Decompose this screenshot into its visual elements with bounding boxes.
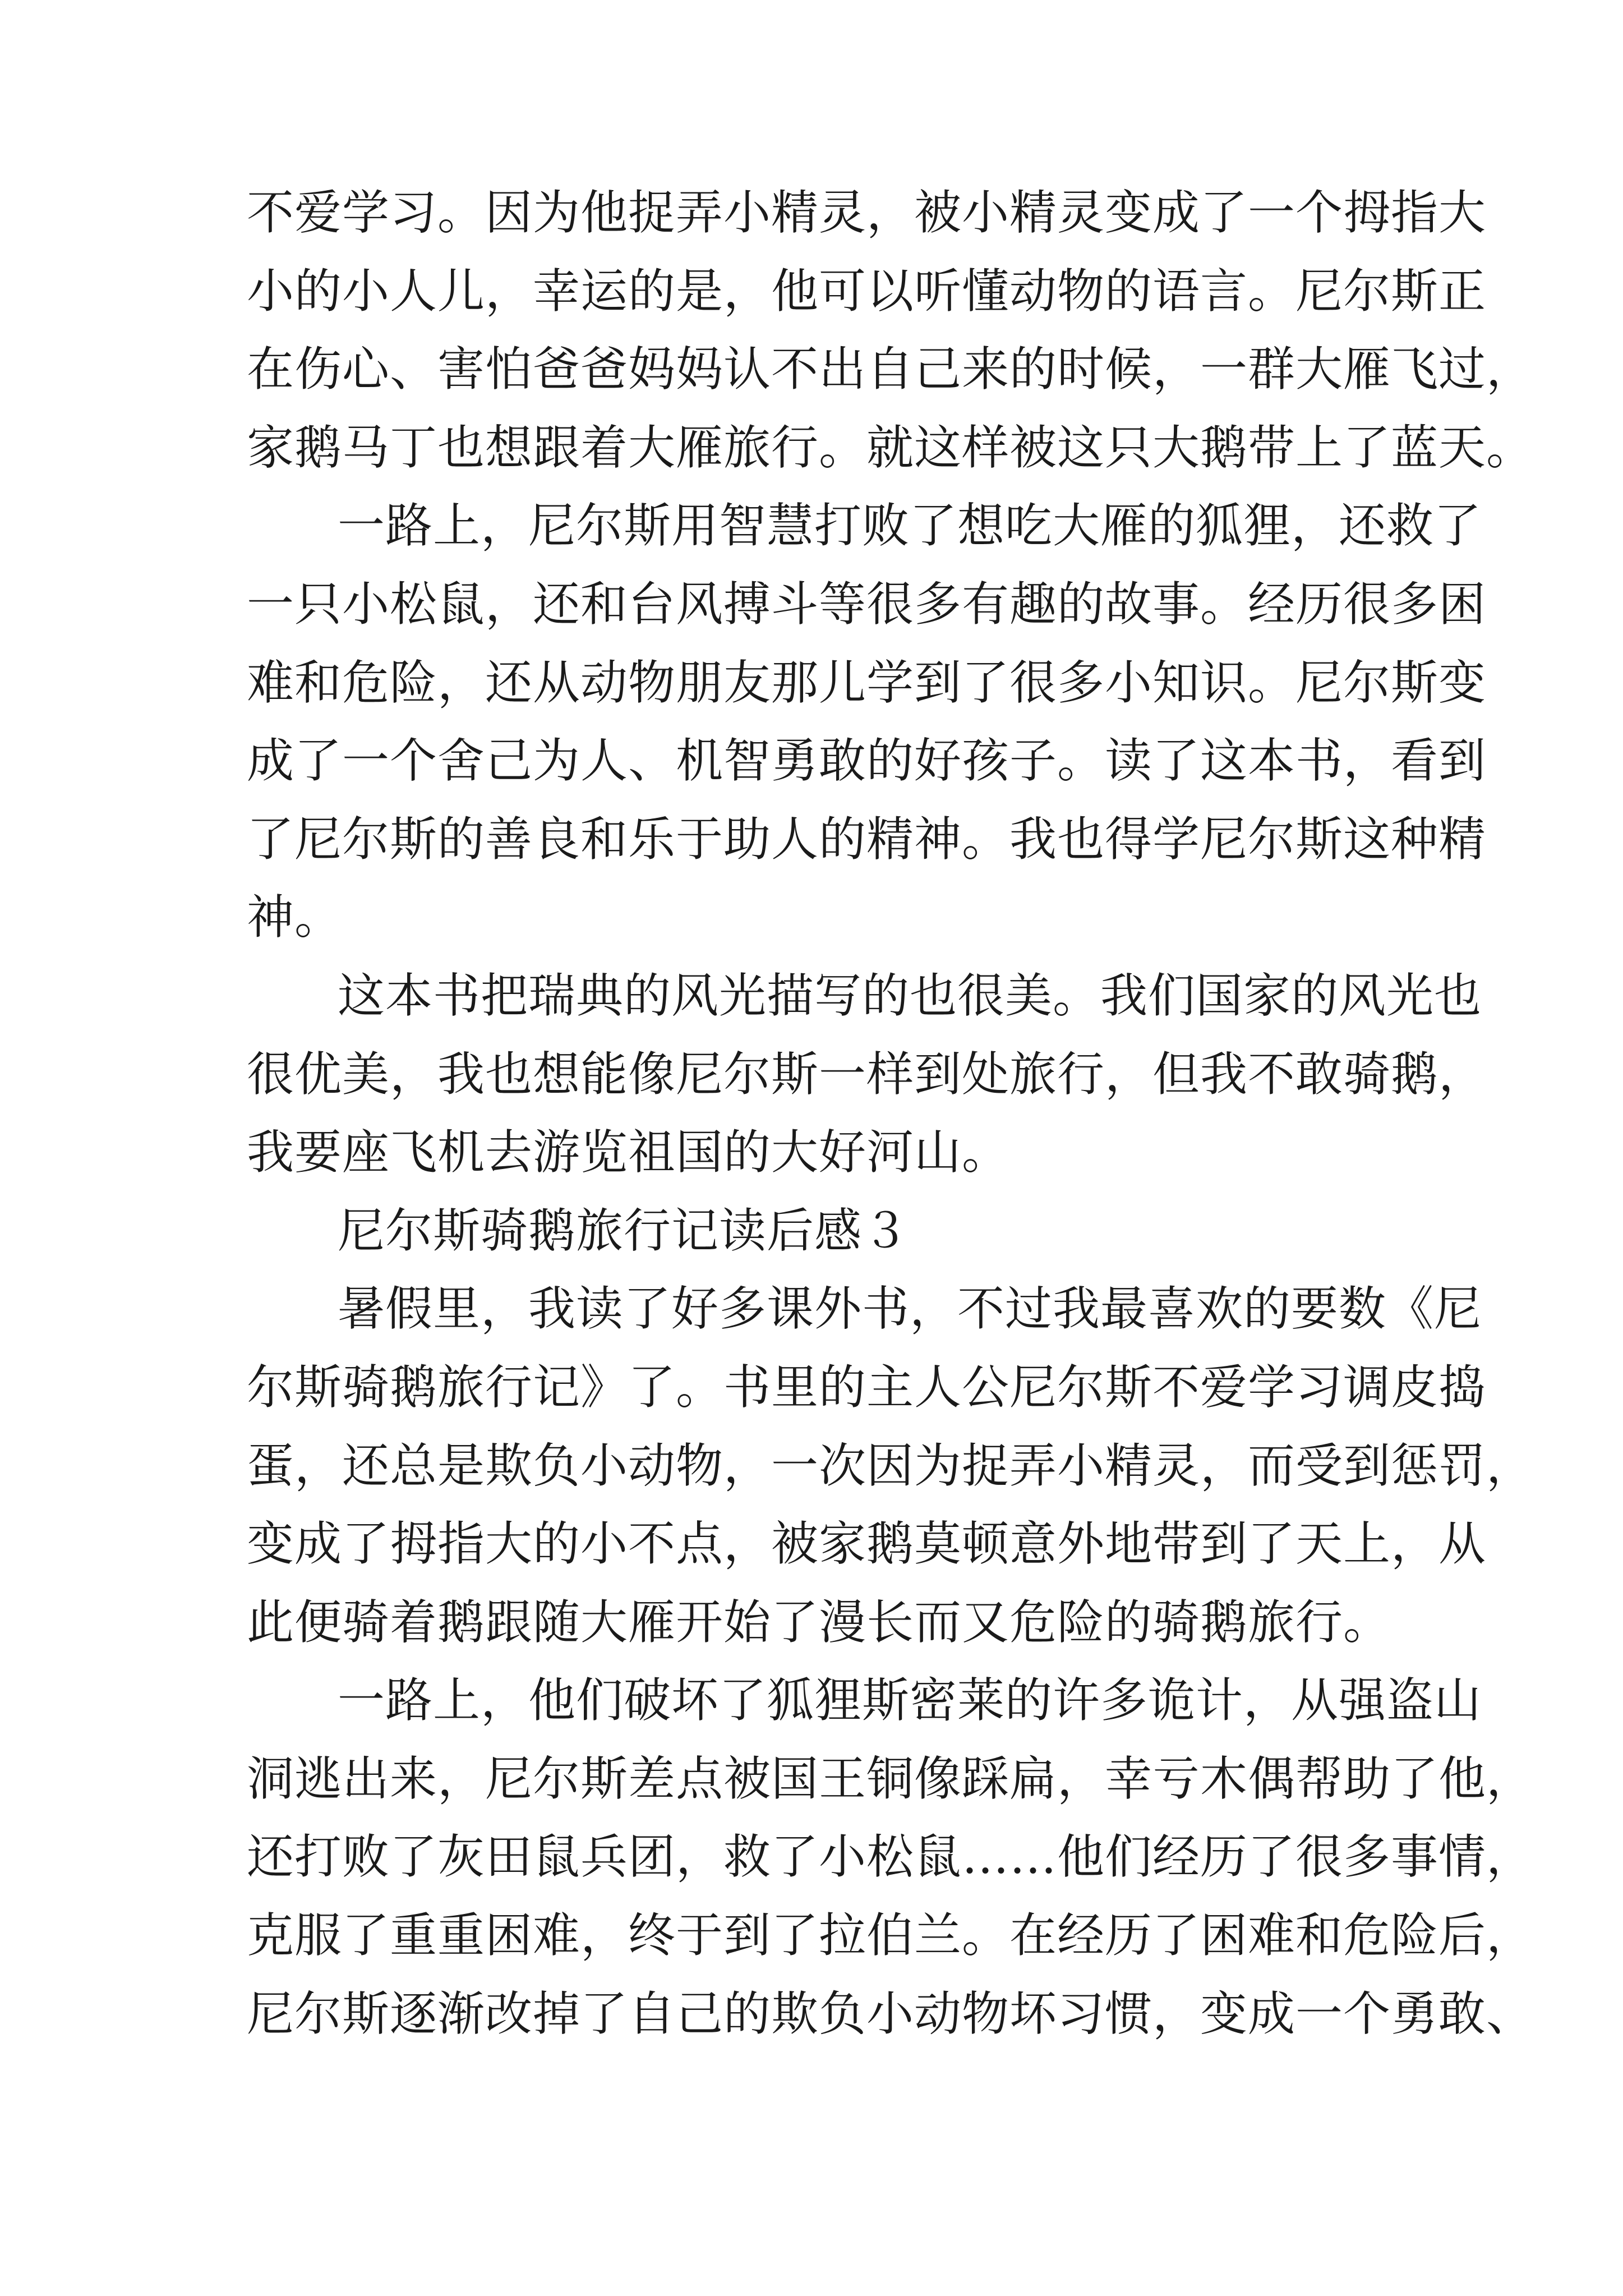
text-line: 小的小人儿，幸运的是，他可以听懂动物的语言。尼尔斯正	[247, 263, 1487, 319]
text-line: 了尼尔斯的善良和乐于助人的精神。我也得学尼尔斯这种精	[247, 811, 1487, 867]
text-line: 此便骑着鹅跟随大雁开始了漫长而又危险的骑鹅旅行。	[247, 1594, 1391, 1650]
text-line: 成了一个舍己为人、机智勇敢的好孩子。读了这本书，看到	[247, 733, 1487, 789]
paragraph-first-line: 这本书把瑞典的风光描写的也很美。我们国家的风光也	[338, 968, 1482, 1023]
paragraph-first-line: 暑假里，我读了好多课外书，不过我最喜欢的要数《尼	[338, 1281, 1482, 1337]
body-text	[247, 174, 1534, 2053]
section-heading: 尼尔斯骑鹅旅行记读后感３	[338, 1203, 910, 1258]
text-line: 尔斯骑鹅旅行记》了。书里的主人公尼尔斯不爱学习调皮捣	[247, 1359, 1487, 1415]
text-line: 克服了重重困难，终于到了拉伯兰。在经历了困难和危险后，	[247, 1908, 1534, 1963]
text-line: 还打败了灰田鼠兵团，救了小松鼠……他们经历了很多事情，	[247, 1829, 1534, 1885]
text-line: 在伤心、害怕爸爸妈妈认不出自己来的时候，一群大雁飞过，	[247, 342, 1534, 397]
paragraph-first-line: 一路上，尼尔斯用智慧打败了想吃大雁的狐狸，还救了	[338, 498, 1482, 554]
text-line: 很优美，我也想能像尼尔斯一样到处旅行，但我不敢骑鹅，	[247, 1046, 1487, 1102]
text-line: 家鹅马丁也想跟着大雁旅行。就这样被这只大鹅带上了蓝天。	[247, 420, 1534, 475]
paragraph-first-line: 一路上，他们破坏了狐狸斯密莱的许多诡计，从强盗山	[338, 1673, 1482, 1728]
text-line: 我要座飞机去游览祖国的大好河山。	[247, 1125, 1010, 1180]
text-line: 难和危险，还从动物朋友那儿学到了很多小知识。尼尔斯变	[247, 655, 1487, 710]
text-line: 不爱学习。因为他捉弄小精灵，被小精灵变成了一个拇指大	[247, 185, 1487, 240]
text-line: 蛋，还总是欺负小动物，一次因为捉弄小精灵，而受到惩罚，	[247, 1438, 1534, 1493]
text-line: 神。	[247, 890, 343, 945]
text-line: 洞逃出来，尼尔斯差点被国王铜像踩扁，幸亏木偶帮助了他，	[247, 1751, 1534, 1806]
text-line: 变成了拇指大的小不点，被家鹅莫顿意外地带到了天上，从	[247, 1516, 1487, 1572]
text-line: 一只小松鼠，还和台风搏斗等很多有趣的故事。经历很多困	[247, 576, 1487, 632]
text-line: 尼尔斯逐渐改掉了自己的欺负小动物坏习惯，变成一个勇敢、	[247, 1986, 1534, 2041]
